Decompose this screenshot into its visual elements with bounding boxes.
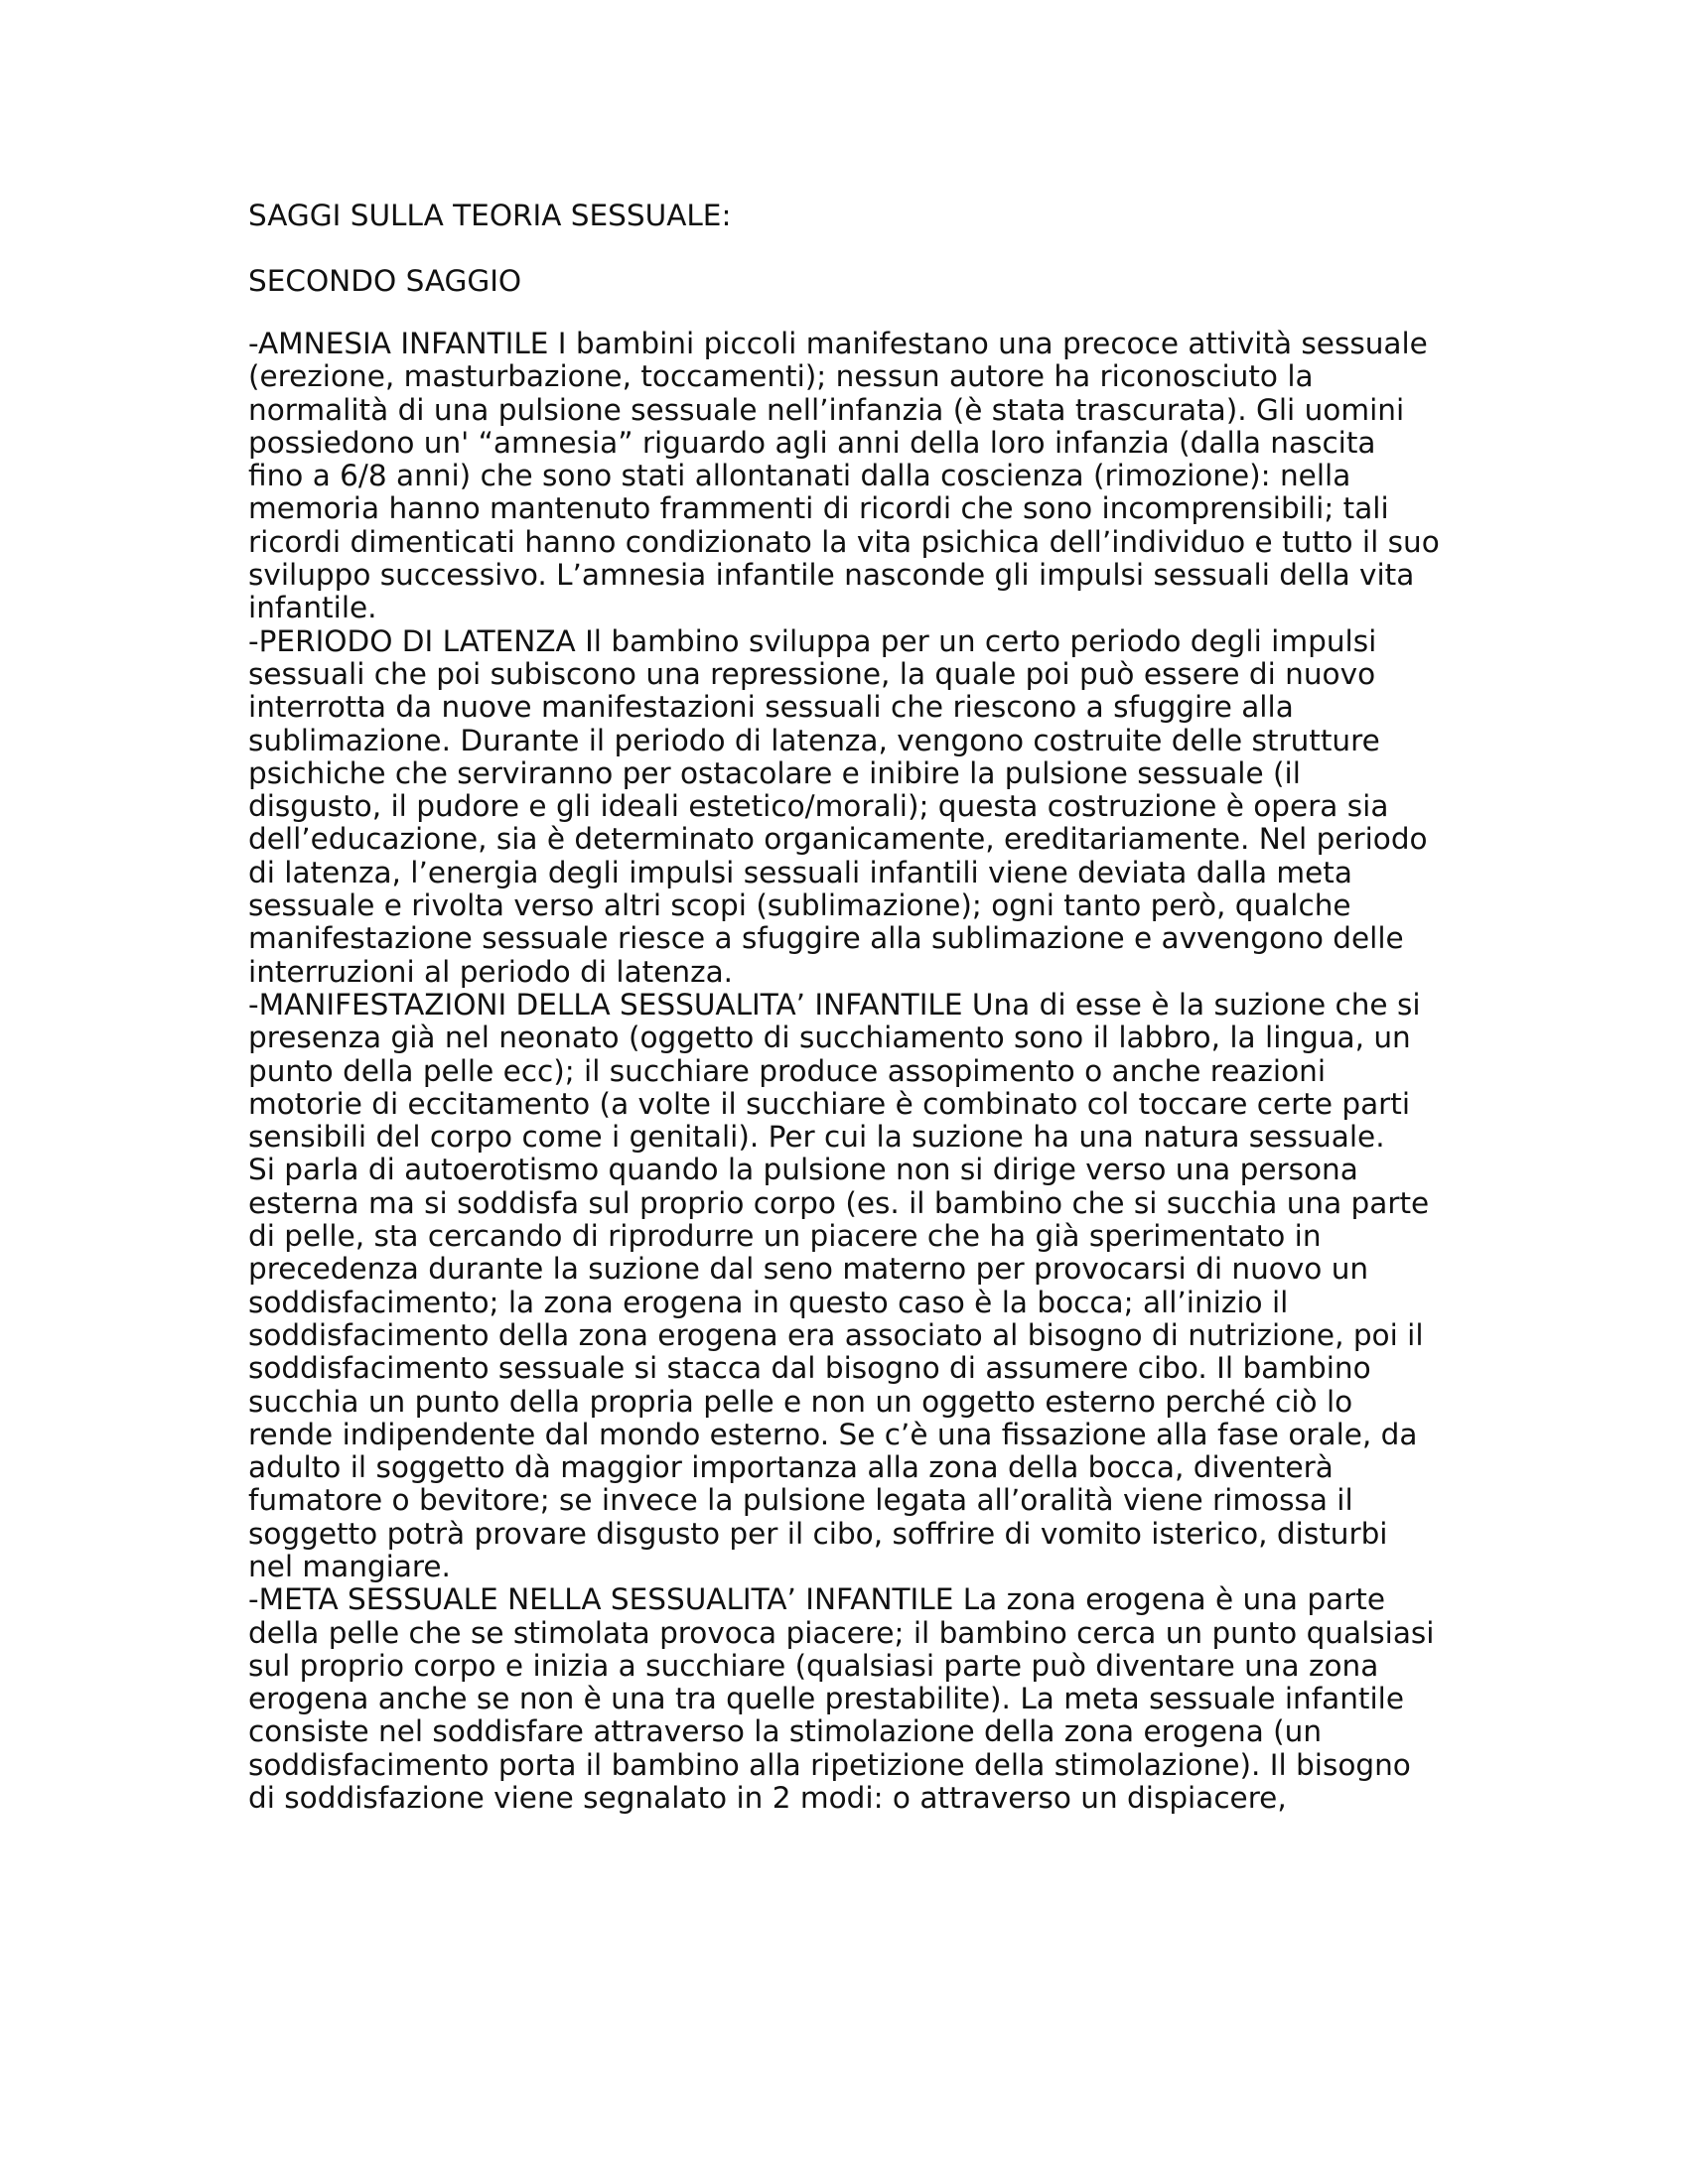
document-page (248, 199, 1440, 1815)
paragraph-autoerotismo: Si parla di autoerotismo quando la pulsione non si dirige verso una persona esterna ma si soddisfa sul proprio corpo (es. il bambino che si succhia una parte di pelle, sta cercando di riprodurre un piacere che ha già sperimentato in precedenza durante la suzione dal seno materno per provocarsi di nuovo un soddisfacimento; la zona erogena in questo caso è la bocca; all’inizio il soddisfacimento della zona erogena era associato al bisogno di nutrizione, poi il soddisfacimento sessuale si stacca dal bisogno di assumere cibo. Il bambino succhia un punto della propria pelle e non un oggetto esterno perché ciò lo rende indipendente dal mondo esterno. Se c’è una fissazione alla fase orale, da adulto il soggetto dà maggior importanza alla zona della bocca, diventerà fumatore o bevitore; se invece la pulsione legata all’oralità viene rimossa il soggetto potrà provare disgusto per il cibo, soffrire di vomito isterico, disturbi nel mangiare. (248, 1153, 1430, 1583)
document-title: SAGGI SULLA TEORIA SESSUALE: (248, 199, 732, 232)
document-subtitle: SECONDO SAGGIO (248, 264, 522, 298)
paragraph-meta-sessuale: -META SESSUALE NELLA SESSUALITA’ INFANTILE La zona erogena è una parte della pelle che se stimolata provoca piacere; il bambino cerca un punto qualsiasi sul proprio corpo e inizia a succhiare (qualsiasi parte può diventare una zona erogena anche se non è una tra quelle prestabilite). La meta sessuale infantile consiste nel soddisfare attraverso la stimolazione della zona erogena (un soddisfacimento porta il bambino alla ripetizione della stimolazione). Il bisogno di soddisfazione viene segnalato in 2 modi: o attraverso un dispiacere, (248, 1582, 1435, 1816)
document-body (248, 328, 1440, 1815)
paragraph-amnesia-infantile: -AMNESIA INFANTILE I bambini piccoli manifestano una precoce attività sessuale (erezione, masturbazione, toccamenti); nessun autore ha riconosciuto la normalità di una pulsione sessuale nell’infanzia (è stata trascurata). Gli uomini possiedono un' “amnesia” riguardo agli anni della loro infanzia (dalla nascita fino a 6/8 anni) che sono stati allontanati dalla coscienza (rimozione): nella memoria hanno mantenuto frammenti di ricordi che sono incomprensibili; tali ricordi dimenticati hanno condizionato la vita psichica dell’individuo e tutto il suo sviluppo successivo. L’amnesia infantile nasconde gli impulsi sessuali della vita infantile. (248, 327, 1440, 625)
paragraph-manifestazioni-sessualita-infantile: -MANIFESTAZIONI DELLA SESSUALITA’ INFANTILE Una di esse è la suzione che si presenza già nel neonato (oggetto di succhiamento sono il labbro, la lingua, un punto della pelle ecc); il succhiare produce assopimento o anche reazioni motorie di eccitamento (a volte il succhiare è combinato col toccare certe parti sensibili del corpo come i genitali). Per cui la suzione ha una natura sessuale. (248, 987, 1421, 1155)
paragraph-periodo-di-latenza: -PERIODO DI LATENZA Il bambino sviluppa per un certo periodo degli impulsi sessuali che poi subiscono una repressione, la quale poi può essere di nuovo interrotta da nuove manifestazioni sessuali che riescono a sfuggire alla sublimazione. Durante il periodo di latenza, vengono costruite delle strutture psichiche che serviranno per ostacolare e inibire la pulsione sessuale (il disgusto, il pudore e gli ideali estetico/morali); questa costruzione è opera sia dell’educazione, sia è determinato organicamente, ereditariamente. Nel periodo di latenza, l’energia degli impulsi sessuali infantili viene deviata dalla meta sessuale e rivolta verso altri scopi (sublimazione); ogni tanto però, qualche manifestazione sessuale riesce a sfuggire alla sublimazione e avvengono delle interruzioni al periodo di latenza. (248, 623, 1428, 989)
